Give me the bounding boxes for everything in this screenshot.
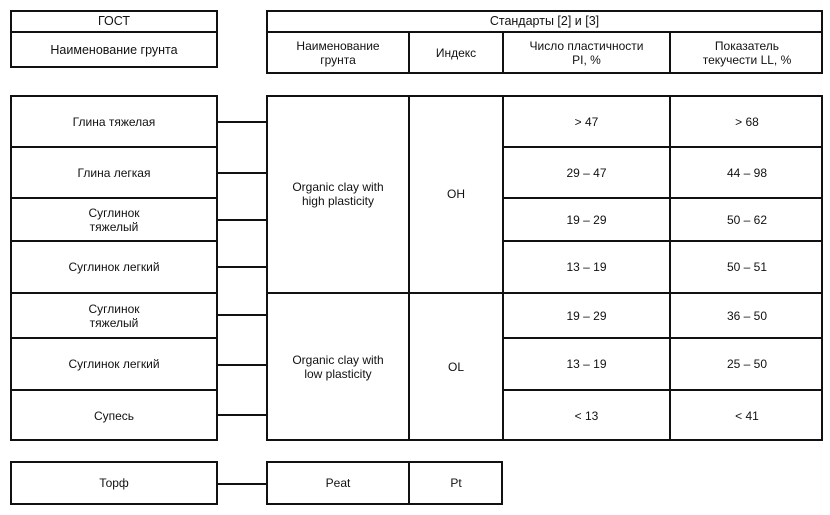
connector-line [218, 483, 266, 485]
std-col-index: Индекс [435, 45, 477, 60]
gost-title: ГОСТ [97, 14, 131, 28]
connector-line [218, 172, 266, 174]
gost-row: Суглинок тяжелый [88, 205, 140, 234]
std-peat-index: Pt [450, 476, 462, 490]
gost-row: Супесь [93, 408, 135, 423]
ll-cell: 36 – 50 [726, 308, 768, 323]
gost-col-header: Наименование грунта [50, 43, 178, 57]
connector-line [218, 414, 266, 416]
group-name-ol: Organic clay with low plasticity [292, 353, 384, 381]
pi-cell: < 13 [574, 408, 599, 423]
gost-row: Суглинок тяжелый [88, 301, 140, 330]
connector-line [218, 266, 266, 268]
pi-cell: 19 – 29 [566, 212, 607, 227]
ll-cell: 25 – 50 [726, 357, 768, 371]
group-name-oh: Organic clay with high plasticity [292, 180, 384, 208]
pi-cell: 19 – 29 [566, 308, 607, 323]
std-col-ll: Показатель текучести LL, % [702, 38, 792, 67]
gost-row: Суглинок легкий [68, 260, 160, 274]
connector-line [218, 314, 266, 316]
group-index-ol: OL [447, 360, 464, 374]
pi-cell: 13 – 19 [566, 260, 607, 274]
gost-row: Глина легкая [77, 165, 151, 180]
ll-cell: 50 – 51 [726, 260, 768, 274]
connector-line [218, 121, 266, 123]
ll-cell: 50 – 62 [726, 212, 768, 227]
pi-cell: 29 – 47 [566, 165, 607, 180]
std-col-pi: Число пластичности PI, % [529, 38, 644, 67]
gost-row: Глина тяжелая [72, 114, 156, 129]
connector-line [218, 219, 266, 221]
gost-peat-label: Торф [99, 476, 129, 490]
std-title: Стандарты [2] и [3] [489, 14, 600, 28]
ll-cell: > 68 [735, 114, 759, 129]
pi-cell: 13 – 19 [566, 357, 607, 371]
connector-line [218, 364, 266, 366]
group-index-oh: OH [447, 187, 465, 201]
gost-row: Суглинок легкий [68, 357, 160, 371]
ll-cell: 44 – 98 [726, 165, 768, 180]
std-col-name: Наименование грунта [296, 38, 380, 67]
ll-cell: < 41 [735, 408, 759, 423]
std-peat-name: Peat [325, 476, 351, 490]
pi-cell: > 47 [574, 114, 599, 129]
